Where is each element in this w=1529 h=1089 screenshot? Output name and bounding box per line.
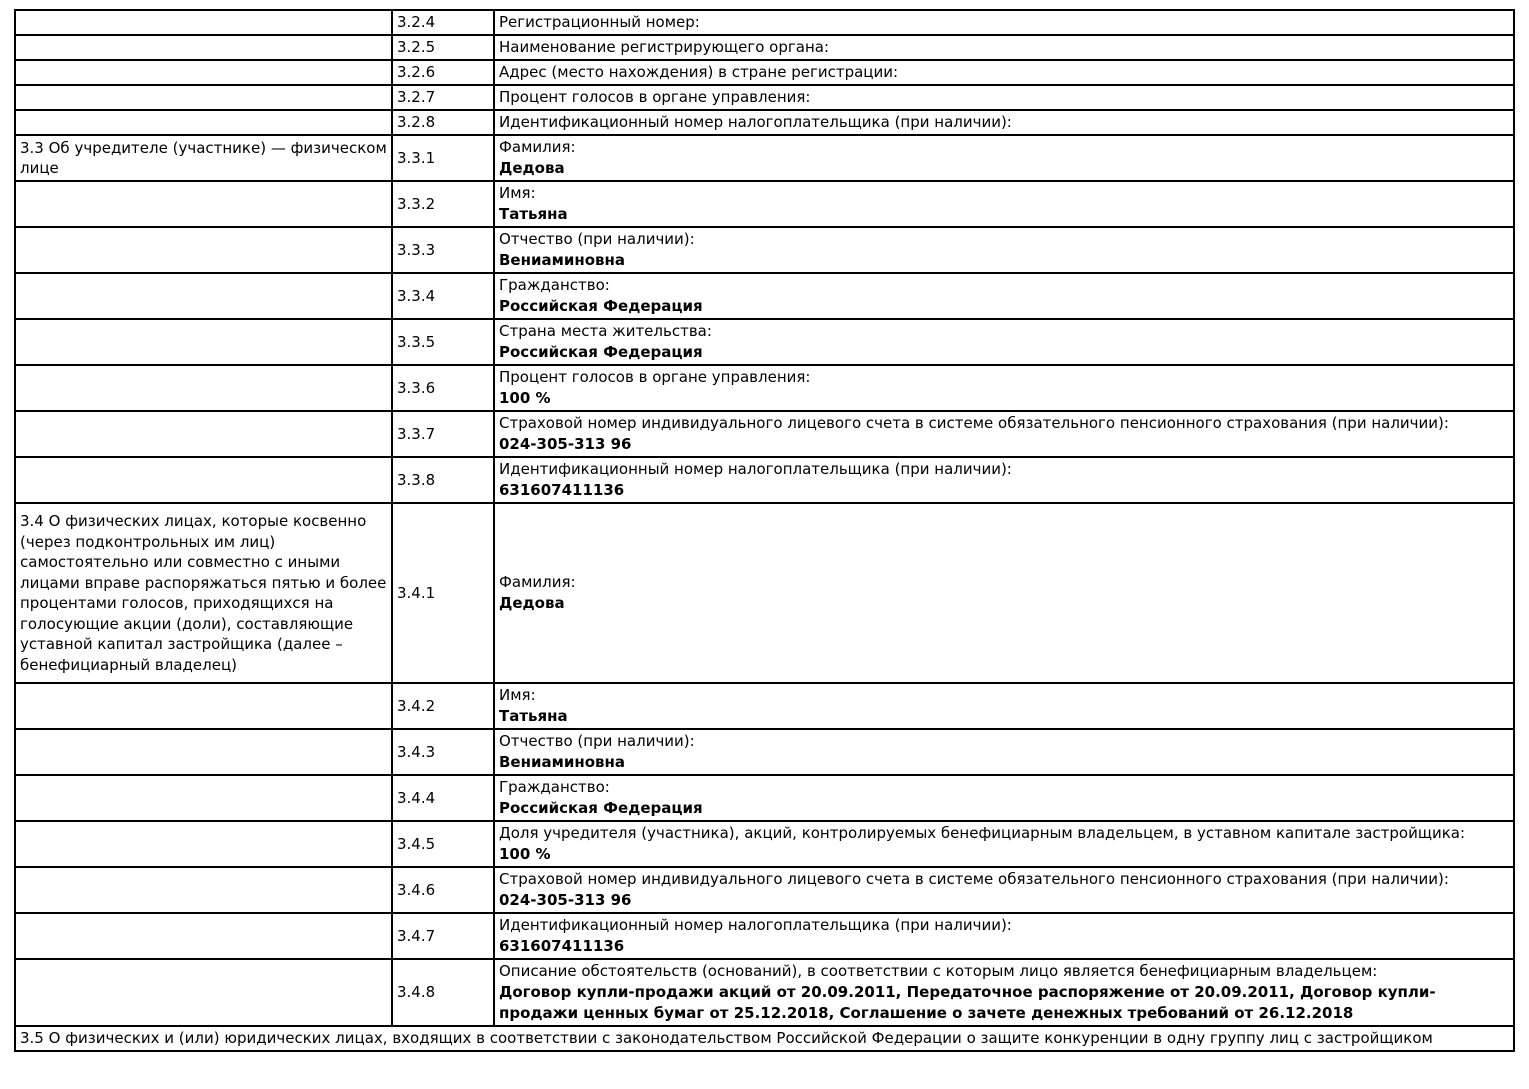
content-cell — [494, 683, 1514, 729]
content-cell — [494, 775, 1514, 821]
table-row — [15, 457, 1514, 503]
content-cell — [494, 365, 1514, 411]
item-number-cell: 3.3.4 — [392, 273, 494, 319]
table-row — [15, 959, 1514, 1026]
section-cell — [15, 227, 392, 273]
table-row — [15, 729, 1514, 775]
section-cell — [15, 10, 392, 35]
field-value: Российская Федерация — [499, 297, 703, 315]
content-cell — [494, 959, 1514, 1026]
item-number-cell: 3.3.5 — [392, 319, 494, 365]
section-cell: 3.4 О физических лицах, которые косвенно (через подконтрольных им лиц) самостоятельно или совместно с иными лицами вправе распоряжаться пятью и более процентами голосов, приходящихся на голосующие акции (доли), составляющие уставной капитал застройщика (далее – бенефициарный владелец) — [15, 503, 392, 683]
table-row — [15, 775, 1514, 821]
table-row — [15, 35, 1514, 60]
field-value: Договор купли-продажи акций от 20.09.2011, Передаточное распоряжение от 20.09.2011, Договор купли-продажи ценных бумаг от 25.12.2018, Соглашение о зачете денежных требований от 26.12.2018 — [499, 983, 1436, 1022]
section-cell — [15, 273, 392, 319]
content-cell — [494, 867, 1514, 913]
section-cell — [15, 181, 392, 227]
field-label: Фамилия: — [499, 138, 576, 156]
content-cell — [494, 457, 1514, 503]
field-label: Доля учредителя (участника), акций, контролируемых бенефициарным владельцем, в уставном капитале застройщика: — [499, 824, 1466, 842]
content-cell — [494, 60, 1514, 85]
item-number-cell: 3.2.5 — [392, 35, 494, 60]
field-label: Описание обстоятельств (оснований), в соответствии с которым лицо является бенефициарным владельцем: — [499, 962, 1378, 980]
field-label: Идентификационный номер налогоплательщика (при наличии): — [499, 113, 1012, 131]
table-row — [15, 227, 1514, 273]
field-value: 100 % — [499, 845, 551, 863]
content-cell — [494, 135, 1514, 181]
field-label: Страна места жительства: — [499, 322, 712, 340]
item-number-cell: 3.3.8 — [392, 457, 494, 503]
field-label: Фамилия: — [499, 573, 576, 591]
declaration-table — [14, 9, 1515, 1052]
item-number-cell: 3.4.5 — [392, 821, 494, 867]
table-row — [15, 1026, 1514, 1051]
section-cell — [15, 365, 392, 411]
table-row — [15, 503, 1514, 683]
section-cell: 3.3 Об учредителе (участнике) — физическом лице — [15, 135, 392, 181]
field-label: Регистрационный номер: — [499, 13, 700, 31]
field-label: Процент голосов в органе управления: — [499, 88, 811, 106]
field-label: Отчество (при наличии): — [499, 732, 695, 750]
content-cell — [494, 319, 1514, 365]
field-label: Гражданство: — [499, 778, 610, 796]
table-row — [15, 913, 1514, 959]
content-cell — [494, 411, 1514, 457]
table-row — [15, 365, 1514, 411]
content-cell — [494, 10, 1514, 35]
section-cell — [15, 110, 392, 135]
table-row — [15, 10, 1514, 35]
section-cell — [15, 457, 392, 503]
section-cell — [15, 959, 392, 1026]
item-number-cell: 3.4.2 — [392, 683, 494, 729]
section-cell — [15, 319, 392, 365]
content-cell — [494, 227, 1514, 273]
item-number-cell: 3.4.4 — [392, 775, 494, 821]
section-cell — [15, 775, 392, 821]
field-label: Адрес (место нахождения) в стране регистрации: — [499, 63, 899, 81]
table-row — [15, 411, 1514, 457]
table-row — [15, 273, 1514, 319]
field-label: Страховой номер индивидуального лицевого счета в системе обязательного пенсионного страхования (при наличии): — [499, 414, 1449, 432]
content-cell — [494, 181, 1514, 227]
field-label: Идентификационный номер налогоплательщика (при наличии): — [499, 460, 1012, 478]
content-cell — [494, 35, 1514, 60]
content-cell — [494, 85, 1514, 110]
content-cell — [494, 110, 1514, 135]
content-cell — [494, 503, 1514, 683]
field-label: Страховой номер индивидуального лицевого счета в системе обязательного пенсионного страхования (при наличии): — [499, 870, 1449, 888]
table-row — [15, 319, 1514, 365]
table-row — [15, 110, 1514, 135]
field-label: Наименование регистрирующего органа: — [499, 38, 829, 56]
table-row — [15, 867, 1514, 913]
field-value: 100 % — [499, 389, 551, 407]
item-number-cell: 3.2.6 — [392, 60, 494, 85]
field-value: 024-305-313 96 — [499, 435, 632, 453]
item-number-cell: 3.3.3 — [392, 227, 494, 273]
item-number-cell: 3.2.8 — [392, 110, 494, 135]
field-value: Вениаминовна — [499, 251, 626, 269]
item-number-cell: 3.4.8 — [392, 959, 494, 1026]
table-row — [15, 135, 1514, 181]
field-value: Татьяна — [499, 205, 568, 223]
content-cell — [494, 821, 1514, 867]
field-label: Отчество (при наличии): — [499, 230, 695, 248]
item-number-cell: 3.3.1 — [392, 135, 494, 181]
section-cell — [15, 867, 392, 913]
item-number-cell: 3.4.7 — [392, 913, 494, 959]
item-number-cell: 3.2.7 — [392, 85, 494, 110]
table-row — [15, 683, 1514, 729]
field-value: 024-305-313 96 — [499, 891, 632, 909]
item-number-cell: 3.4.1 — [392, 503, 494, 683]
field-value: 631607411136 — [499, 481, 625, 499]
section-cell — [15, 35, 392, 60]
item-number-cell: 3.4.3 — [392, 729, 494, 775]
field-label: Имя: — [499, 686, 536, 704]
item-number-cell: 3.3.2 — [392, 181, 494, 227]
field-value: Дедова — [499, 594, 565, 612]
section-cell — [15, 411, 392, 457]
field-label: Гражданство: — [499, 276, 610, 294]
field-value: Российская Федерация — [499, 799, 703, 817]
field-label: Имя: — [499, 184, 536, 202]
item-number-cell: 3.2.4 — [392, 10, 494, 35]
table-row — [15, 181, 1514, 227]
table-row — [15, 85, 1514, 110]
section-cell — [15, 60, 392, 85]
section-cell — [15, 913, 392, 959]
table-body — [15, 10, 1514, 1051]
table-row — [15, 821, 1514, 867]
content-cell — [494, 913, 1514, 959]
field-value: Татьяна — [499, 707, 568, 725]
item-number-cell: 3.4.6 — [392, 867, 494, 913]
field-value: Дедова — [499, 159, 565, 177]
field-value: Российская Федерация — [499, 343, 703, 361]
content-cell — [494, 729, 1514, 775]
section-cell — [15, 729, 392, 775]
full-width-section-cell: 3.5 О физических и (или) юридических лицах, входящих в соответствии с законодательством Российской Федерации о защите конкуренции в одну группу лиц с застройщиком — [15, 1026, 1514, 1051]
section-cell — [15, 85, 392, 110]
field-label: Процент голосов в органе управления: — [499, 368, 811, 386]
field-value: 631607411136 — [499, 937, 625, 955]
section-cell — [15, 821, 392, 867]
item-number-cell: 3.3.6 — [392, 365, 494, 411]
table-row — [15, 60, 1514, 85]
section-cell — [15, 683, 392, 729]
item-number-cell: 3.3.7 — [392, 411, 494, 457]
field-value: Вениаминовна — [499, 753, 626, 771]
content-cell — [494, 273, 1514, 319]
field-label: Идентификационный номер налогоплательщика (при наличии): — [499, 916, 1012, 934]
